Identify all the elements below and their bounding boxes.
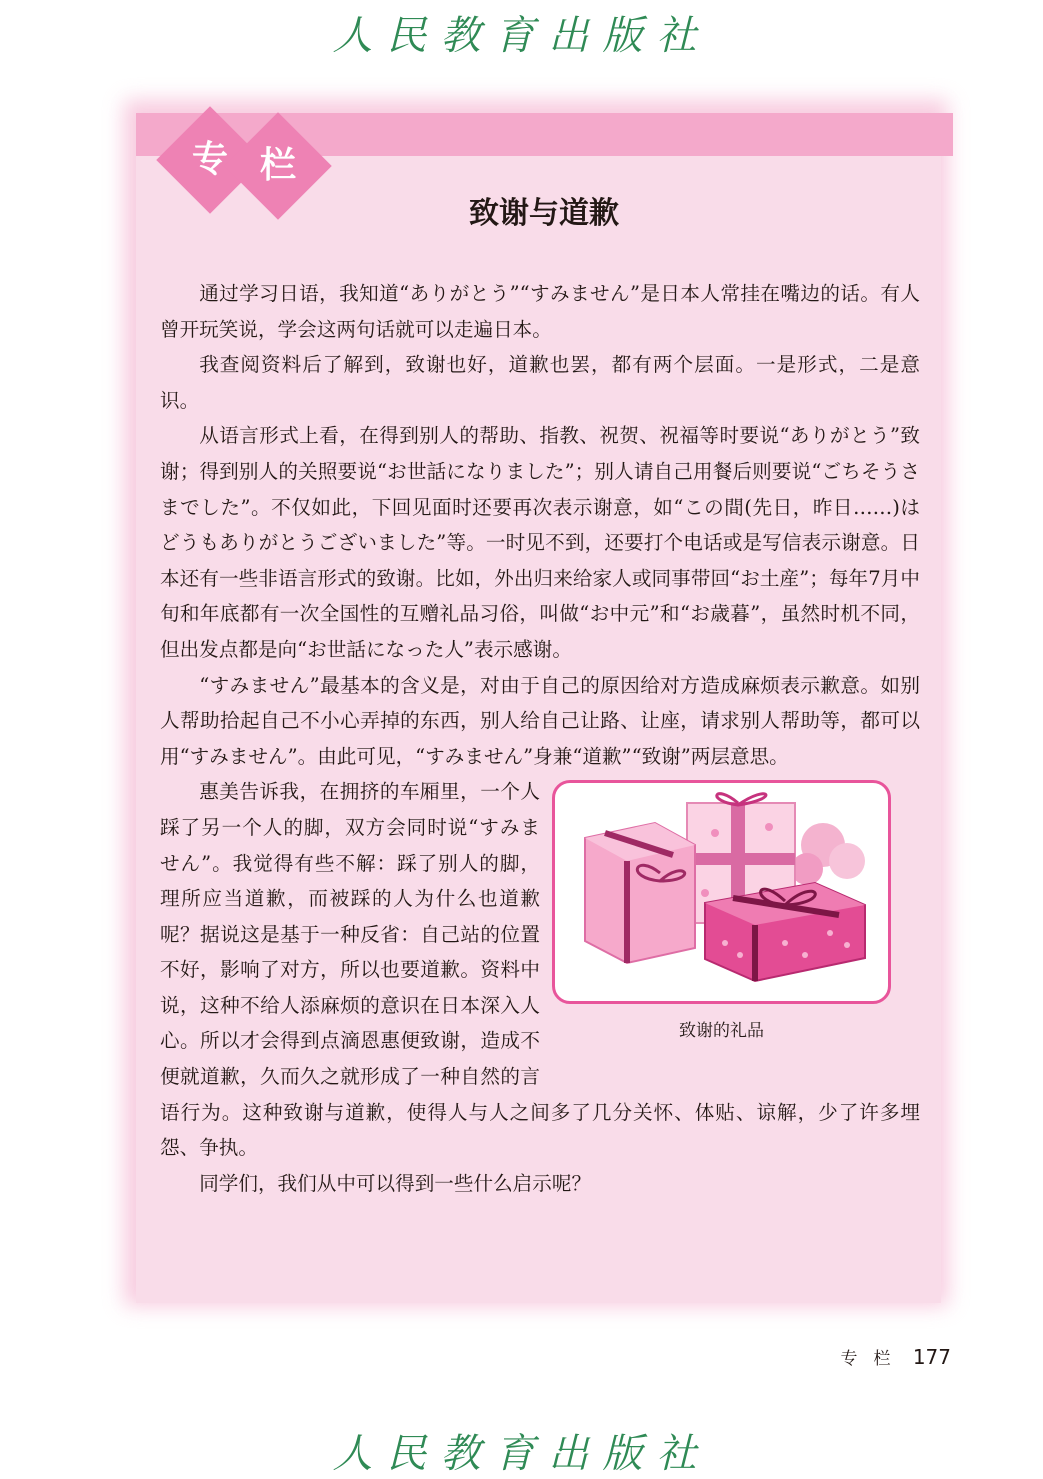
- column-label-char-1: 专: [191, 139, 228, 180]
- paragraph-6: 同学们，我们从中可以得到一些什么启示呢？: [199, 1171, 592, 1195]
- footer-section-label: 专栏: [840, 1349, 907, 1369]
- page-number: 177: [912, 1345, 951, 1369]
- gift-boxes-icon: [555, 783, 888, 1001]
- publisher-logo-bottom: 人民教育出版社: [332, 1431, 711, 1477]
- article-body: [160, 276, 920, 1201]
- article-title: 致谢与道歉: [469, 196, 619, 231]
- gift-illustration-frame: [552, 780, 891, 1004]
- publisher-logo-top: 人民教育出版社: [332, 13, 711, 59]
- paragraph-4: “すみません”最基本的含义是，对由于自己的原因给对方造成麻烦表示歉意。如别人帮助拾起自己不小心弄掉的东西，别人给自己让路、让座，请求别人帮助等，都可以用“すみません”。由此可见，“すみません”身兼“道歉”“致谢”两层意思。: [160, 673, 920, 768]
- column-label-char-2: 栏: [259, 145, 296, 186]
- page-footer: [840, 1344, 951, 1369]
- paragraph-1: 通过学习日语，我知道“ありがとう”“すみません”是日本人常挂在嘴边的话。有人曾开玩笑说，学会这两句话就可以走遍日本。: [160, 282, 920, 341]
- paragraph-2: 我查阅资料后了解到，致谢也好，道歉也罢，都有两个层面。一是形式，二是意识。: [160, 353, 920, 412]
- figure: [552, 780, 920, 1084]
- figure-caption: 致谢的礼品: [679, 1021, 764, 1042]
- paragraph-3: 从语言形式上看，在得到别人的帮助、指教、祝贺、祝福等时要说“ありがとう”致谢；得到别人的关照要说“お世話になりました”；别人请自己用餐后则要说“ごちそうさまでした”。不仅如此，下回见面时还要再次表示谢意，如“この間(先日，昨日……)はどうもありがとうございました”等。一时见不到，还要打个电话或是写信表示谢意。日本还有一些非语言形式的致谢。比如，外出归来给家人或同事带回“お土産”；每年7月中旬和年底都有一次全国性的互赠礼品习俗，叫做“お中元”和“お歳暮”，虽然时机不同，但出发点都是向“お世話になった人”表示感谢。: [160, 424, 920, 661]
- paragraph-5: 惠美告诉我，在拥挤的车厢里，一个人踩了另一个人的脚，双方会同时说“すみません”。我觉得有些不解：踩了别人的脚，理所应当道歉，而被踩的人为什么也道歉呢？据说这是基于一种反省：自己站的位置不好，影响了对方，所以也要道歉。资料中说，这种不给人添麻烦的意识在日本深入人心。所以才会得到点滴恩惠便致谢，造成不便就道歉，久而久之就形成了一种自然的言语行为。这种致谢与道歉，使得人与人之间多了几分关怀、体贴、谅解，少了许多埋怨、争执。: [160, 780, 920, 1160]
